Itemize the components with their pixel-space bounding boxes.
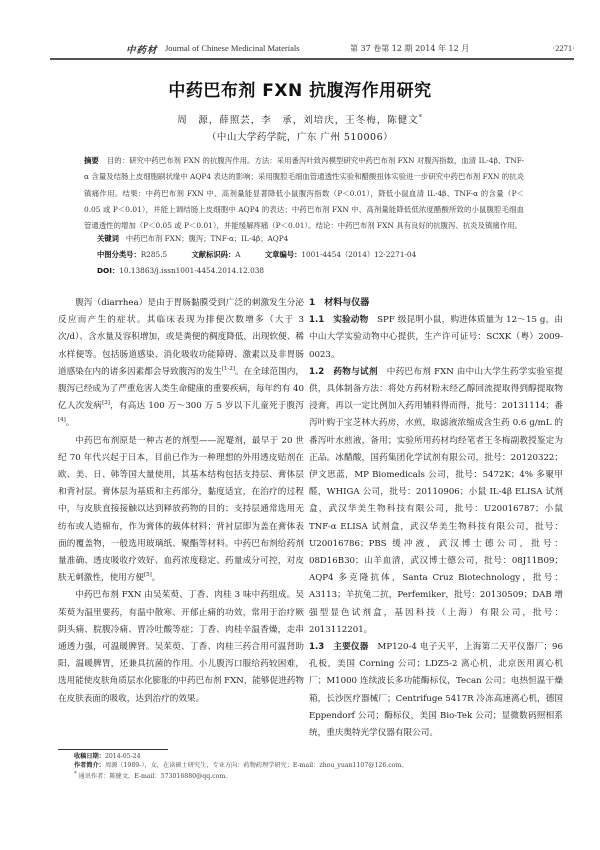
- text: 腹泻（diarrhea）是由于胃肠黏膜受到广泛的刺激发生分泌反应而产生的症状。其临床表现为排便次数增多（大于 3 次/d）、含水量及容积增加，或是粪便的稠度降低，出现软便、稀水样便等。包括肠道感染、消化吸收功能障碍、激素以及非胃肠道感染在内的诸多因素都会导致腹泻的发生: [58, 298, 304, 377]
- label: 作者简介：: [74, 761, 105, 769]
- affiliation: （中山大学药学院，广东 广州 510006）: [206, 132, 394, 143]
- body-column-right: [309, 295, 563, 742]
- running-header: [50, 40, 575, 58]
- subsection-animals: [309, 312, 563, 364]
- clc-label: 中图分类号：: [97, 250, 141, 259]
- author-list: [0, 112, 600, 126]
- value: 通讯作者：陈健文，E-mail：573016880@qq.com。: [78, 773, 232, 781]
- value: 周源（1989-），女，在读硕士研究生，专业方向：药物药理学研究；E-mail：zhou_yuan1107@126.com。: [104, 761, 408, 769]
- corresponding-author: [74, 770, 574, 782]
- authors-text: 周 源，薛照芸，李 承，刘培庆，王冬梅，陈健文: [177, 115, 419, 126]
- text: 中药巴布剂 FXN 由中山大学生药学实验室提供，具体制备方法：将处方药材粉末经乙醇回流提取得到醇提取物浸膏，再以一定比例加入药用辅料得而得，批号：20131114；番泻叶购于宝芝林大药房，水煎，取滤液浓缩成含生药 0.6 g/mL 的番泻叶水煎液，备用；实验所用药材均经笔者王冬梅副教授鉴定为正品。冰醋酸，国药集团化学试剂有限公司，批号：20120322；伊文思蓝，MP Biomedicals 公司，批号：5472K；4% 多聚甲醛，WHIGA 公司，批号：20110906；小鼠 IL-4β ELISA 试剂盒，武汉华美生物科技有限公司，批号：U20016787；小鼠 TNF-α ELISA 试剂盒，武汉华美生物科技有限公司，批号：U20016786；PBS 缓冲液，武汉博士德公司，批号：08D16B30；山羊血清，武汉博士德公司，批号：08J11B09；AQP4 多克隆抗体，Santa Cruz Biotechnology，批号：A3113；羊抗兔二抗，Perfemiker，批号：20130509；DAB 增强型显色试剂盒，基因科技（上海）有限公司，批号：2013112201。: [309, 366, 563, 635]
- label: 收稿日期：: [74, 753, 105, 760]
- text: 中药巴布剂原是一种古老的剂型——泥罨剂，最早于 20 世纪 70 年代兴起于日本，目前已作为一种理想的外用透皮贴剂在欧、美、日、韩等国大量使用，其基本结构包括支持层、膏体层和背衬层。膏体层为基质和主药部分，黏度适宜，在治疗的过程中，与皮肤直接接触以达到释放药物的目的；支持层通常选用无纺布或人造棉布，作为膏体的载体材料；背衬层即为盖在膏体表面的覆盖物，一般选用玻璃纸、聚酯等材料。中药巴布剂给药剂量准确、透皮吸收疗效好、血药浓度稳定、药量成分可控，对皮肤无刺激性，使用方便: [58, 435, 304, 584]
- subsection-reagents: [309, 364, 563, 639]
- abstract-label: 摘要: [84, 156, 99, 165]
- footnotes: [74, 753, 574, 782]
- text: ，有高达 100 万～300 万 5 岁以下儿童死于腹泻: [109, 401, 304, 412]
- text: 。在全球范围内，腹泻已经成为了严重危害人类生命健康的重要疾病，每年约有 40 亿人次发病: [58, 366, 304, 412]
- subsection-heading: 1.2 药物与试剂: [309, 366, 378, 377]
- corresponding-mark: *: [418, 113, 423, 121]
- article-title: 中药巴布剂 FXN 抗腹泻作用研究: [168, 81, 432, 101]
- article-no-value: 1001-4454（2014）12-2271-04: [301, 250, 417, 259]
- article-no-label: 文章编号：: [264, 250, 302, 259]
- mark: *: [74, 771, 77, 777]
- clc-value: R285.5: [140, 250, 168, 259]
- doc-code-value: A: [235, 250, 241, 259]
- footnote-divider: [58, 749, 168, 750]
- received-date: [74, 753, 574, 762]
- keywords-label: 关键词: [97, 234, 119, 243]
- journal-name: Journal of Chinese Medicinal Materials: [165, 43, 300, 53]
- doc-code-label: 文献标识码：: [191, 250, 236, 259]
- issue-info: 第 37 卷第 12 期 2014 年 12 月: [350, 44, 470, 53]
- author-info: [74, 762, 574, 771]
- classification-line: [97, 250, 537, 260]
- keywords-line: [97, 234, 537, 244]
- citation[interactable]: [5]: [143, 572, 152, 579]
- subsection-instruments: [309, 639, 563, 742]
- doi-line: [97, 266, 537, 276]
- section-heading: 1 材料与仪器: [309, 298, 370, 308]
- paragraph-fxn: 中药巴布剂 FXN 由吴茱萸、丁香、肉桂 3 味中药组成。吴茱萸为温里要药，有温中散寒、开郁止痛的功效，常用于治疗厥阴头痛、脘腹冷痛、胃冷吐酸等症；丁香、肉桂辛温香燥，走串通透力强，可温暖脾肾。吴茱萸、丁香、肉桂三药合用可温肾助阳、温暖脾胃，还兼具抗菌的作用。小儿腹泻口服给药较困难，选用能使皮肤角质层水化膨胀的中药巴布剂 FXN，能够促进药物在皮肤表面的吸收，达到治疗的效果。: [58, 590, 304, 704]
- paragraph-cataplasm: [58, 433, 304, 588]
- citation[interactable]: [1-2]: [221, 365, 235, 372]
- paragraph-intro: [58, 295, 304, 433]
- abstract-text: 目的：研究中药巴布剂 FXN 的抗腹泻作用。方法：采用番泻叶致泻模型研究中药巴布剂 FXN 对腹泻指数，血清 IL-4β、TNF-α 含量及结肠上皮细胞刷状缘中 AQP4 表达的影响；采用腹腔毛细血管通透性实验和醋酸扭体实验进一步研究中药巴布剂 FXN 的抗炎镇痛作用。结果：中药巴布剂 FXN 中、高剂量能显著降低小鼠腹泻指数（P＜0.01），降低小鼠血清 IL-4β、TNF-α 的含量（P＜0.05 或 P＜0.01），并能上调结肠上皮细胞中 AQP4 的表达；中药巴布剂 FXN 中、高剂量能降低低浓度醋酸所致的小鼠腹腔毛细血管通透性的增加（P＜0.05 或 P＜0.01），并能缓解疼痛（P＜0.01）。结论：中药巴布剂 FXN 具有良好的抗腹泻、抗炎及镇痛作用。: [84, 156, 524, 231]
- text: 。: [151, 573, 161, 584]
- citation[interactable]: [3]: [102, 400, 110, 407]
- text: SPF 级昆明小鼠，购进体质量为 12～15 g，由中山大学实验动物中心提供，生产许可证号：SCXK（粤）2009-0023。: [309, 315, 563, 360]
- text: 。: [65, 418, 75, 429]
- citation[interactable]: [4]: [58, 417, 66, 424]
- body-column-left: [58, 295, 304, 708]
- journal-logo: 中药材: [126, 45, 158, 56]
- page-number: ·2271·: [552, 43, 575, 53]
- abstract: [84, 153, 524, 234]
- keywords: 中药巴布剂 FXN；腹泻；TNF-α；IL-4β；AQP4: [125, 234, 289, 243]
- doi-value: 10.13863/j.issn1001-4454.2014.12.038: [119, 266, 265, 275]
- subsection-heading: 1.1 实验动物: [309, 315, 369, 326]
- header-divider: [50, 58, 574, 60]
- text: MP120-4 电子天平，上海第二天平仪器厂；96 孔板，美国 Corning 公司；LDZ5-2 离心机，北京医用离心机厂；M1000 连续波长多功能酶标仪，Tecan 公司；电热恒温干燥箱，长沙医疗器械厂；Centrifuge 5417R 冷冻高速离心机，德国 Eppendorf 公司；酶标仪，美国 Bio-Tek 公司；显微数码照相系统，重庆奥特光学仪器有限公司。: [309, 642, 563, 739]
- subsection-heading: 1.3 主要仪器: [309, 642, 369, 653]
- doi-label: DOI：: [97, 266, 120, 275]
- value: 2014-05-24: [104, 753, 141, 760]
